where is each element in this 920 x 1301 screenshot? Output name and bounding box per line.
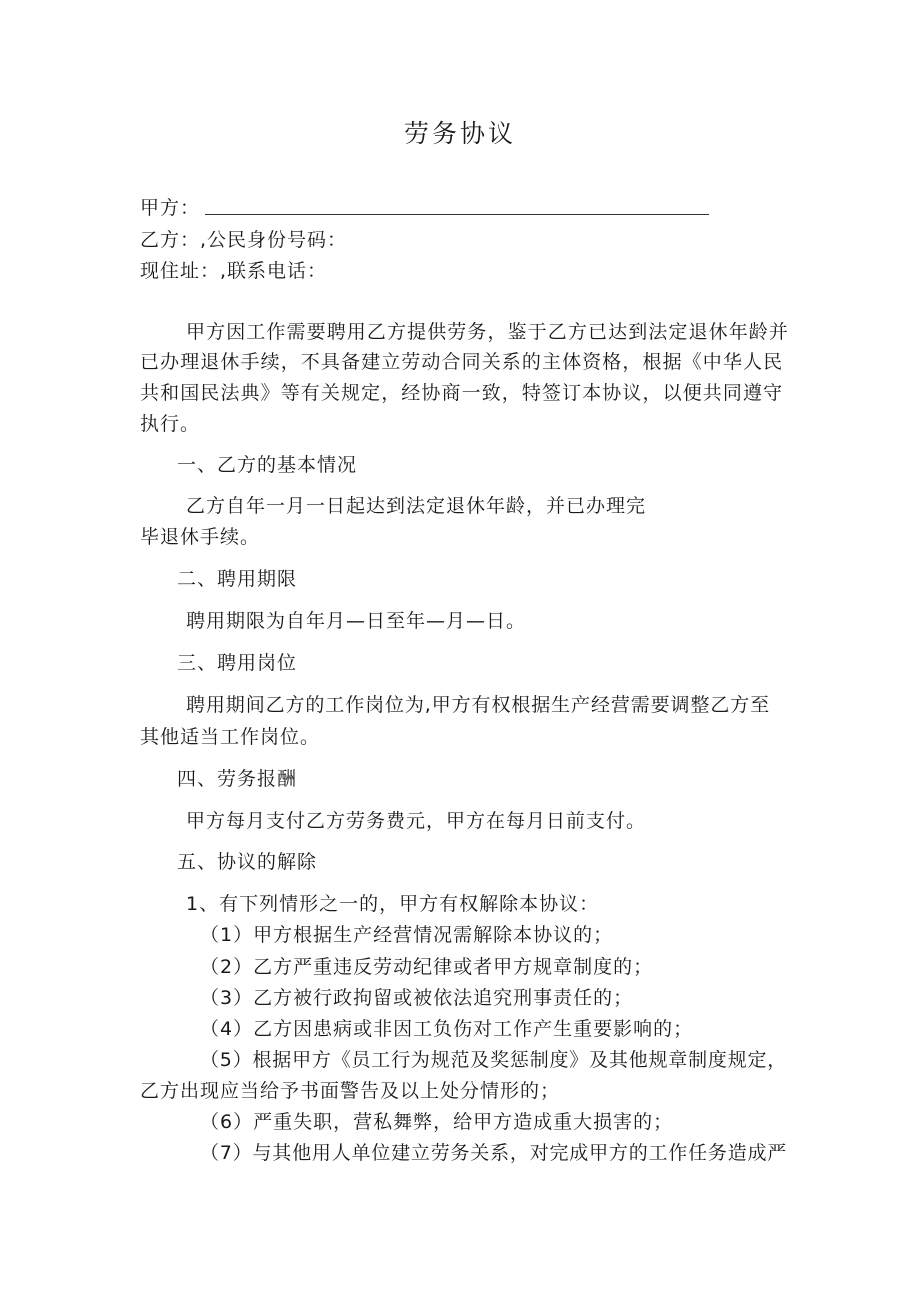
party-b-line: 乙方：,公民身份号码： [140,229,348,251]
document-title: 劳务协议 [403,119,516,148]
section-2-heading: 二、聘用期限 [177,568,298,590]
party-a-label: 甲方： [140,197,201,219]
preamble-line-2: 已办理退休手续，不具备建立劳动合同关系的主体资格，根据《中华人民 [140,351,784,373]
section-1-line-2: 毕退休手续。 [140,526,261,548]
preamble-line-1: 甲方因工作需要聘用乙方提供劳务，鉴于乙方已达到法定退休年龄并 [186,321,790,343]
section-4-heading: 四、劳务报酬 [177,768,298,790]
section-5-item-1: 1、有下列情形之一的，甲方有权解除本协议： [186,893,600,915]
preamble-line-4: 执行。 [140,413,201,435]
preamble-line-3: 共和国民法典》等有关规定，经协商一致，特签订本协议，以便共同遵守 [140,382,784,404]
section-3-heading: 三、聘用岗位 [177,652,298,674]
clause-7: （7）与其他用人单位建立劳务关系，对完成甲方的工作任务造成严 [200,1142,788,1164]
clause-6: （6）严重失职，营私舞弊，给甲方造成重大损害的； [200,1111,674,1133]
clause-5-line-2: 乙方出现应当给予书面警告及以上处分情形的； [140,1080,561,1102]
section-2-body: 聘用期限为自年月—日至年—月—日。 [186,610,527,632]
section-3-line-2: 其他适当工作岗位。 [140,726,321,748]
party-a-blank-line [205,214,709,215]
section-5-heading: 五、协议的解除 [177,851,318,873]
clause-2: （2）乙方严重违反劳动纪律或者甲方规章制度的； [200,956,654,978]
section-4-body: 甲方每月支付乙方劳务费元，甲方在每月日前支付。 [186,810,647,832]
section-1-heading: 一、乙方的基本情况 [177,454,358,476]
section-1-line-1: 乙方自年一月一日起达到法定退休年龄，并已办理完 [186,495,647,517]
clause-5-line-1: （5）根据甲方《员工行为规范及奖惩制度》及其他规章制度规定， [200,1049,788,1071]
clause-4: （4）乙方因患病或非因工负伤对工作产生重要影响的； [200,1018,694,1040]
clause-3: （3）乙方被行政拘留或被依法追究刑事责任的； [200,987,634,1009]
section-3-line-1: 聘用期间乙方的工作岗位为,甲方有权根据生产经营需要调整乙方至 [186,694,771,716]
address-line: 现住址：,联系电话： [140,260,328,282]
clause-1: （1）甲方根据生产经营情况需解除本协议的； [200,924,614,946]
